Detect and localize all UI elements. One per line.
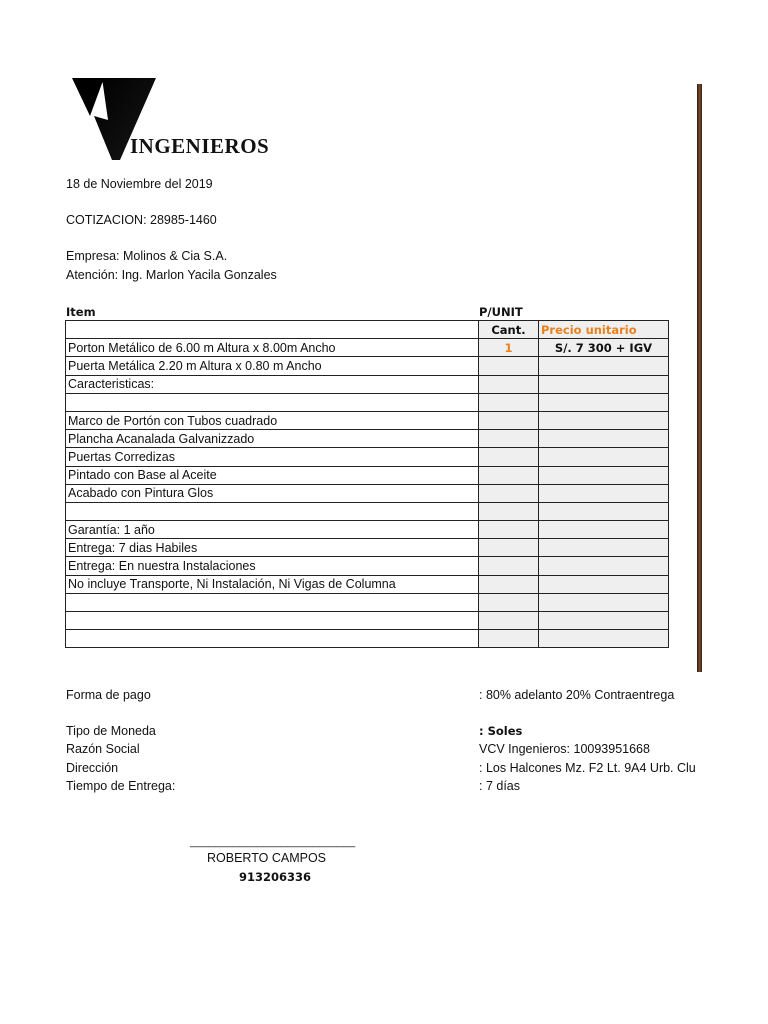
row-item-cell: Acabado con Pintura Glos — [66, 484, 479, 502]
row-item-cell: No incluye Transporte, Ni Instalación, Ni Vigas de Columna — [66, 575, 479, 593]
table-row — [66, 593, 669, 611]
signatory-name: ROBERTO CAMPOS — [207, 851, 327, 865]
row-item-cell — [66, 612, 479, 630]
row-item-cell: Puertas Corredizas — [66, 448, 479, 466]
row-qty-cell — [479, 612, 539, 630]
row-qty-cell — [479, 539, 539, 557]
row-item-cell: Entrega: En nuestra Instalaciones — [66, 557, 479, 575]
row-qty-cell — [479, 593, 539, 611]
row-qty-cell — [479, 502, 539, 520]
row-price-cell: S/. 7 300 + IGV — [539, 339, 669, 357]
row-price-cell — [539, 630, 669, 648]
brand-name: INGENIEROS — [130, 134, 270, 158]
row-item-cell — [66, 630, 479, 648]
row-price-cell — [539, 466, 669, 484]
row-item-cell: Marco de Portón con Tubos cuadrado — [66, 411, 479, 429]
row-price-cell — [539, 593, 669, 611]
row-price-cell — [539, 539, 669, 557]
row-item-cell: Entrega: 7 dias Habiles — [66, 539, 479, 557]
row-price-cell — [539, 393, 669, 411]
currency-label: Tipo de Moneda — [66, 724, 156, 738]
delivery-label: Tiempo de Entrega: — [66, 779, 176, 793]
header-item-cell — [66, 321, 479, 339]
payment-value: : 80% adelanto 20% Contraentrega — [479, 688, 675, 702]
row-qty-cell — [479, 357, 539, 375]
row-item-cell: Puerta Metálica 2.20 m Altura x 0.80 m Ancho — [66, 357, 479, 375]
row-qty-cell — [479, 466, 539, 484]
row-qty-cell — [479, 575, 539, 593]
row-qty-cell — [479, 430, 539, 448]
table-row — [66, 502, 669, 520]
header-price-cell: Precio unitario — [539, 321, 669, 339]
row-price-cell — [539, 448, 669, 466]
row-item-cell: Plancha Acanalada Galvanizzado — [66, 430, 479, 448]
table-row — [66, 448, 669, 466]
table-row — [66, 521, 669, 539]
row-item-cell — [66, 393, 479, 411]
table-row — [66, 357, 669, 375]
row-item-cell — [66, 502, 479, 520]
page-edge-bar — [697, 84, 702, 672]
currency-value: : Soles — [479, 724, 523, 738]
row-price-cell — [539, 357, 669, 375]
client-company: Empresa: Molinos & Cia S.A. — [66, 249, 228, 263]
table-row — [66, 484, 669, 502]
row-qty-cell — [479, 557, 539, 575]
quote-number: COTIZACION: 28985-1460 — [66, 213, 217, 227]
quote-date: 18 de Noviembre del 2019 — [66, 177, 213, 191]
row-price-cell — [539, 411, 669, 429]
punit-column-label: P/UNIT — [479, 305, 523, 319]
payment-label: Forma de pago — [66, 688, 151, 702]
table-row — [66, 411, 669, 429]
company-name-value: VCV Ingenieros: 10093951668 — [479, 742, 650, 756]
table-row — [66, 612, 669, 630]
row-price-cell — [539, 521, 669, 539]
table-row — [66, 539, 669, 557]
table-row — [66, 466, 669, 484]
row-price-cell — [539, 612, 669, 630]
row-qty-cell — [479, 448, 539, 466]
row-qty-cell — [479, 393, 539, 411]
row-price-cell — [539, 557, 669, 575]
address-value: : Los Halcones Mz. F2 Lt. 9A4 Urb. Clu — [479, 761, 696, 775]
client-attention: Atención: Ing. Marlon Yacila Gonzales — [66, 268, 277, 282]
row-item-cell: Porton Metálico de 6.00 m Altura x 8.00m Ancho — [66, 339, 479, 357]
address-label: Dirección — [66, 761, 119, 775]
row-qty-cell — [479, 521, 539, 539]
delivery-value: : 7 días — [479, 779, 520, 793]
table-row — [66, 557, 669, 575]
company-name-label: Razón Social — [66, 742, 140, 756]
table-row — [66, 630, 669, 648]
table-row — [66, 430, 669, 448]
table-row — [66, 393, 669, 411]
quote-table — [65, 320, 669, 648]
row-price-cell — [539, 575, 669, 593]
row-qty-cell — [479, 411, 539, 429]
row-price-cell — [539, 375, 669, 393]
table-header-row — [66, 321, 669, 339]
row-qty-cell: 1 — [479, 339, 539, 357]
row-qty-cell — [479, 484, 539, 502]
row-price-cell — [539, 430, 669, 448]
signature-line: ___________________________ — [190, 836, 356, 848]
table-row — [66, 575, 669, 593]
row-price-cell — [539, 502, 669, 520]
row-item-cell — [66, 593, 479, 611]
table-row — [66, 375, 669, 393]
row-qty-cell — [479, 630, 539, 648]
row-item-cell: Garantía: 1 año — [66, 521, 479, 539]
row-item-cell: Pintado con Base al Aceite — [66, 466, 479, 484]
item-column-label: Item — [66, 305, 96, 319]
header-qty-cell: Cant. — [479, 321, 539, 339]
row-item-cell: Caracteristicas: — [66, 375, 479, 393]
table-row — [66, 339, 669, 357]
row-price-cell — [539, 484, 669, 502]
signatory-phone: 913206336 — [239, 870, 312, 884]
row-qty-cell — [479, 375, 539, 393]
